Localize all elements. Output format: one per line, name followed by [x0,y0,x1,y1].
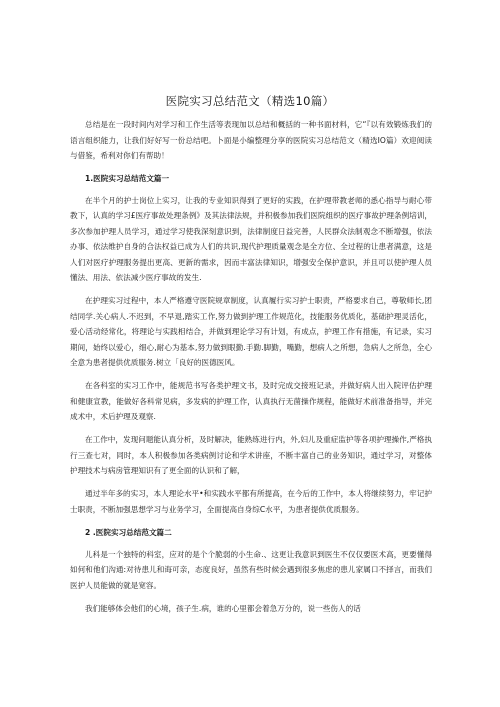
paragraph: 在半个月的护士岗位上实习，让我的专业知识得到了更好的实践，在护理带教老师的悉心指导与耐心带教下，认真的学习£医疗事故处理条例》及其法律法规，并积极参加我们医院组织的医疗事故护理条例培训，多次参加护理人员学习，通过学习使我深刻意识到，法律制度日益完善，人民群众法制观念不断增强，依法办事、依法维护自身的合法权益已成为人们的共识,现代护理质量观念是全方位、全过程的让患者满意，这是人们对医疗护理服务提出更高、更新的需求，因而丰富法律知识，增强安全保护意识，并且可以使护理人员懂法、用法、依法减少医疗事故的发生. [70,195,432,283]
paragraph: 在护理实习过程中，本人严格遵守医院规章制度，认真履行实习护士职责，严格要求自己，尊敬师长,团结同学.关心病人.不迟到，不早退,踏实工作,努力做到护理工作规范化，技能服务优质化，基础护理灵活化，爱心活动经常化，将理论与实践相结合，并做到理论学习有计划，有成点，护理工作有措施，有记录，实习期间，始终以爱心，细心,耐心为基本,努力做到眼勤.手勤.脚勤，嘴勤，想病人之所想，急病人之所急，全心全意为患者提供优质服务.树立「良好的医德医风。 [70,296,432,368]
document-body [70,117,432,624]
paragraph: 儿科是一个独特的科室，应对的是个个脆弱的小生命.、这更让我意识到医生不仅仅要医术高，更要懂得如何和他们沟通:对待患儿和诲可亲，态度良好，虽然有些时候会遇到很多焦虑的患儿家属口不择言，而我们医护人员能做的就是宽容。 [70,549,432,590]
intro-paragraph: 总结是在一段时间内对学习和工作生活等表现加以总结和概括的一种书面材料，它“『以有效锻炼我们的语言组织能力，让我们好好写一份总结吧。卜面是小编整理分享的医院实习总结范文（精选IO篇）欢迎阅读与借鉴，希利对你们有帮助！ [70,120,432,160]
section-heading: 2 .医院实习总结范文篇二 [85,528,172,538]
section-heading: 1.医院实习总结范文篇一 [85,174,170,184]
paragraph: 在工作中，发现问题能认真分析，及时解决，能熟练进行内，外,妇儿及重症监护等各项护理操作,严格执行三查七对，同时，本人积极参加各类病例讨论和学术讲座，不断丰富自己的业务知识，通过学习，对整体护理技术与病房管理知识有了更全面的认识和了解， [70,435,432,476]
document-title: 医院实习总结范文（精选10篇） [165,94,335,108]
paragraph: 通过半年多的实习，本人理论水平•和实践水平都有所提高，在今后的工作中，本人将继续努力，牢记护士职责，不断加强思想学习与业务学习，全面提高自身综C水平，为患者提供优质服务。 [70,489,432,514]
paragraph: 我们能够体会他们的心境，孩子生.病，谁的心里都会着急万分的，说一些伤人的话 [85,603,361,613]
paragraph: 在各科室的实习工作中，能规范书写各类护理文书，及时完成交接班记录，并做好病人出入院评估护理和健康宣教，能做好各科常见病，多发病的护理工作，认真执行无菌操作规程，能做好术前准备指导，并完成术中，术后护理及观察. [70,381,432,422]
